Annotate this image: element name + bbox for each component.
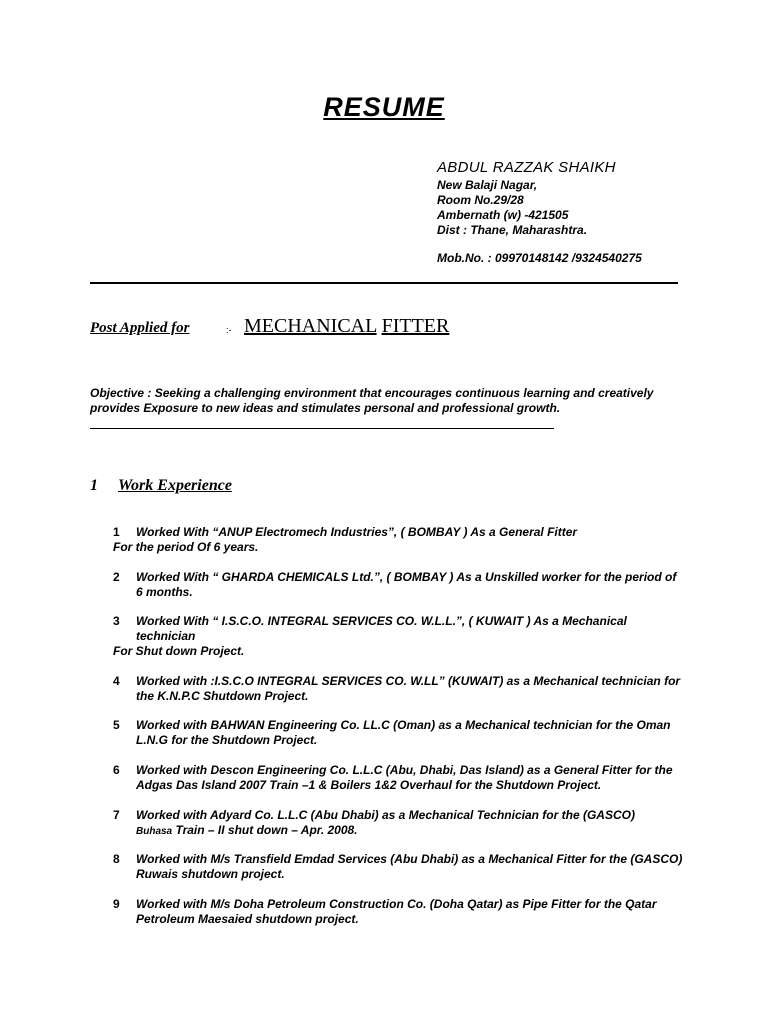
objective-text: Objective : Seeking a challenging environment that encourages continuous learning and creatively provides Exposure to new ideas and stimulates personal and professional growth.	[90, 386, 654, 415]
work-item-text: Worked With “ I.S.C.O. INTEGRAL SERVICES CO. W.L.L.”, ( KUWAIT ) As a Mechanical technician	[136, 614, 627, 643]
work-item-extra: For the period Of 6 years.	[113, 540, 259, 554]
address-line: Dist : Thane, Maharashtra.	[437, 223, 588, 237]
work-item-number: 4	[113, 674, 120, 688]
work-item-number: 6	[113, 763, 120, 777]
work-item-number: 9	[113, 897, 120, 911]
work-item-text: Worked with M/s Doha Petroleum Construction Co. (Doha Qatar) as Pipe Fitter for the Qatar Petroleum Maesaied shutdown project.	[136, 897, 657, 926]
work-item-extra: For Shut down Project.	[113, 644, 245, 658]
address-line: Room No.29/28	[437, 193, 524, 207]
work-item-text-continued	[136, 823, 684, 839]
mobile-number: Mob.No. : 09970148142 /9324540275	[437, 251, 642, 265]
post-separator: :-	[226, 325, 232, 335]
post-applied-value	[244, 315, 449, 338]
work-item-number: 8	[113, 852, 120, 866]
work-item-text-tail: Train – II shut down – Apr. 2008.	[172, 823, 358, 837]
post-value-word: MECHANICAL	[244, 315, 377, 337]
work-item-number: 3	[113, 614, 120, 628]
work-item-text: Worked With “ GHARDA CHEMICALS Ltd.”, ( BOMBAY ) As a Unskilled worker for the period of 6 months.	[136, 570, 677, 599]
applicant-name: ABDUL RAZZAK SHAIKH	[437, 159, 616, 176]
section-number: 1	[90, 477, 98, 494]
work-item-small-text: Buhasa	[136, 826, 173, 837]
header-divider	[90, 282, 678, 284]
address-line: Ambernath (w) -421505	[437, 208, 569, 222]
work-item-text: Worked with BAHWAN Engineering Co. LL.C (Oman) as a Mechanical technician for the Oman L.N.G for the Shutdown Project.	[136, 718, 671, 747]
work-item-number: 7	[113, 808, 120, 822]
work-item-text: Worked with M/s Transfield Emdad Services (Abu Dhabi) as a Mechanical Fitter for the (GASCO) Ruwais shutdown project.	[136, 852, 683, 881]
objective-divider	[90, 428, 554, 429]
work-item-number: 5	[113, 718, 120, 732]
address-line: New Balaji Nagar,	[437, 178, 538, 192]
page-title: RESUME	[323, 92, 445, 122]
work-item-text: Worked with :I.S.C.O INTEGRAL SERVICES CO. W.LL” (KUWAIT) as a Mechanical technician for the K.N.P.C Shutdown Project.	[136, 674, 681, 703]
post-applied-label: Post Applied for	[90, 320, 190, 336]
work-item-text: Worked with Descon Engineering Co. L.L.C (Abu, Dhabi, Das Island) as a General Fitter for the Adgas Das Island 2007 Train –1 & Boilers 1&2 Overhaul for the Shutdown Project.	[136, 763, 673, 792]
work-item-number: 2	[113, 570, 120, 584]
post-value-word: FITTER	[381, 315, 450, 337]
work-item-number: 1	[113, 525, 120, 539]
section-title: Work Experience	[118, 477, 232, 494]
work-item-text: Worked With “ANUP Electromech Industries”, ( BOMBAY ) As a General Fitter	[136, 525, 578, 539]
work-item-text: Worked with Adyard Co. L.L.C (Abu Dhabi) as a Mechanical Technician for the (GASCO)	[136, 808, 635, 822]
